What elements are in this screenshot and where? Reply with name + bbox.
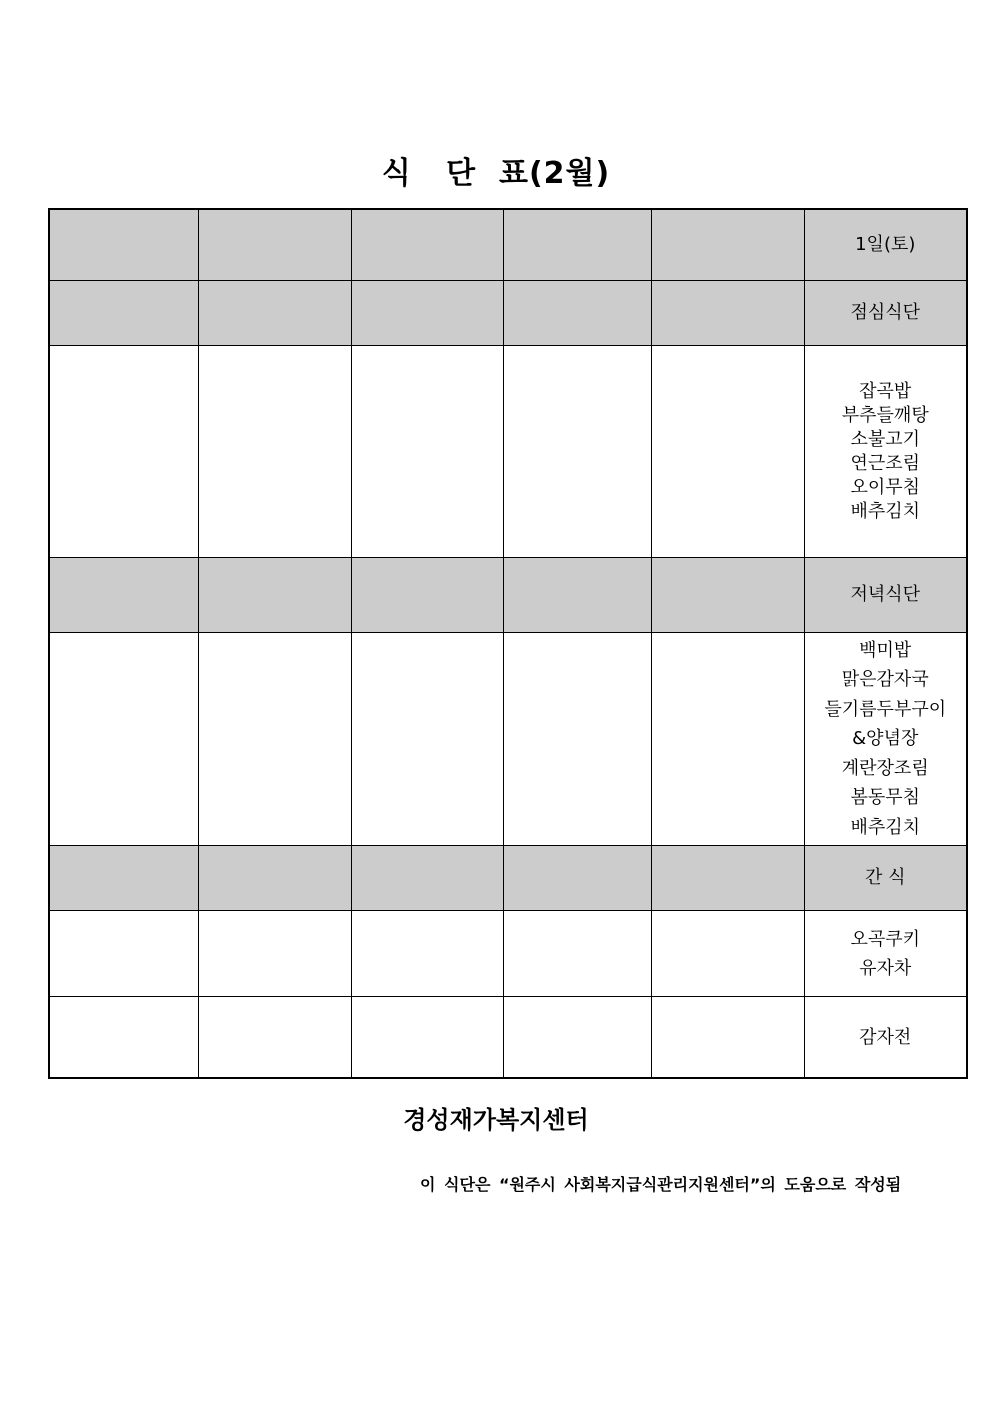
empty-cell [49, 346, 198, 558]
empty-cell [651, 558, 804, 633]
empty-cell [503, 209, 651, 281]
menu-item: 계란장조림 [841, 757, 929, 779]
empty-cell [351, 558, 503, 633]
empty-cell [503, 911, 651, 997]
menu-item: 봄동무침 [850, 787, 921, 809]
empty-cell [198, 281, 351, 346]
empty-cell [49, 209, 198, 281]
empty-cell [651, 281, 804, 346]
menu-item: 소불고기 [850, 428, 921, 450]
menu-item: 오곡쿠키 [850, 928, 921, 950]
lunch-label: 점심식단 [804, 281, 967, 346]
empty-cell [651, 633, 804, 846]
snack-menu-cell [804, 911, 967, 997]
snack-label: 간 식 [804, 846, 967, 911]
menu-item: 감자전 [859, 1026, 912, 1048]
snack-header-row [49, 846, 967, 911]
empty-cell [651, 209, 804, 281]
empty-cell [503, 281, 651, 346]
empty-cell [198, 846, 351, 911]
meal-plan-table [48, 208, 968, 1079]
empty-cell [49, 997, 198, 1079]
empty-cell [198, 633, 351, 846]
empty-cell [351, 911, 503, 997]
snack-row-2 [49, 997, 967, 1079]
menu-item: 유자차 [859, 957, 912, 979]
empty-cell [503, 346, 651, 558]
menu-item: 배추김치 [850, 816, 921, 838]
empty-cell [198, 209, 351, 281]
menu-item: &양념장 [852, 728, 919, 750]
empty-cell [198, 558, 351, 633]
menu-item: 연근조림 [850, 452, 921, 474]
lunch-row [49, 346, 967, 558]
dinner-row [49, 633, 967, 846]
empty-cell [651, 911, 804, 997]
empty-cell [503, 997, 651, 1079]
lunch-header-row [49, 281, 967, 346]
menu-item: 잡곡밥 [859, 380, 912, 402]
menu-item: 오이무침 [850, 476, 921, 498]
empty-cell [651, 846, 804, 911]
date-cell: 1일(토) [804, 209, 967, 281]
empty-cell [49, 846, 198, 911]
menu-item: 백미밥 [859, 639, 912, 661]
empty-cell [351, 633, 503, 846]
empty-cell [198, 997, 351, 1079]
empty-cell [351, 209, 503, 281]
empty-cell [503, 846, 651, 911]
empty-cell [651, 346, 804, 558]
date-header-row [49, 209, 967, 281]
empty-cell [651, 997, 804, 1079]
center-name: 경성재가복지센터 [403, 1106, 589, 1134]
empty-cell [351, 997, 503, 1079]
empty-cell [503, 633, 651, 846]
empty-cell [49, 633, 198, 846]
menu-item: 배추김치 [850, 500, 921, 522]
snack-menu-cell [804, 997, 967, 1079]
empty-cell [351, 281, 503, 346]
menu-item: 들기름두부구이 [824, 698, 947, 720]
empty-cell [503, 558, 651, 633]
empty-cell [49, 911, 198, 997]
empty-cell [49, 281, 198, 346]
menu-item: 부추들깨탕 [841, 404, 929, 426]
snack-row-1 [49, 911, 967, 997]
empty-cell [49, 558, 198, 633]
empty-cell [198, 346, 351, 558]
empty-cell [198, 911, 351, 997]
dinner-menu-cell [804, 633, 967, 846]
page-title: 식 단 표(2월) [381, 156, 611, 191]
dinner-label: 저녁식단 [804, 558, 967, 633]
empty-cell [351, 346, 503, 558]
menu-item: 맑은감자국 [841, 669, 929, 691]
empty-cell [351, 846, 503, 911]
lunch-menu-cell [804, 346, 967, 558]
footnote: 이 식단은 “원주시 사회복지급식관리지원센터”의 도움으로 작성됨 [420, 1175, 902, 1194]
dinner-header-row [49, 558, 967, 633]
